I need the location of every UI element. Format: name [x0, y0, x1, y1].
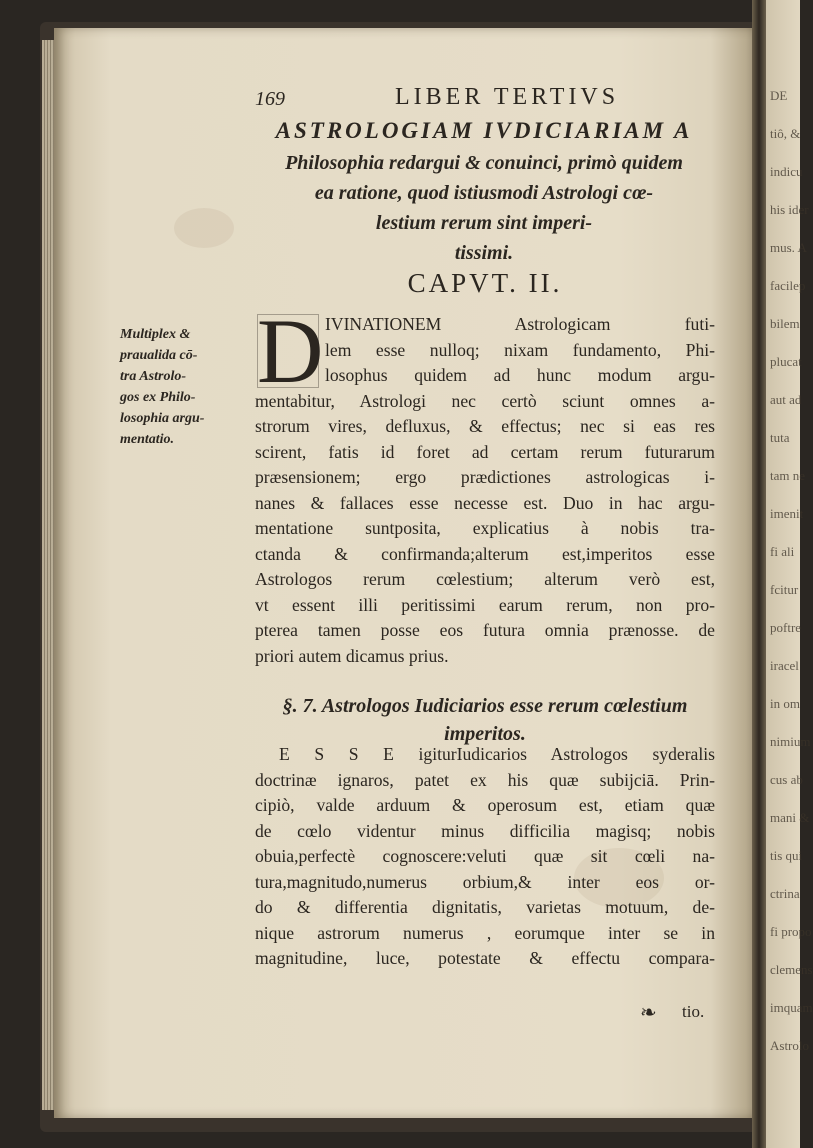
facing-page-fragment: tam ne: [770, 468, 806, 483]
text-line: lem esse nulloq; nixam fundamento, Phi-: [325, 339, 715, 360]
facing-page-fragment: imquam: [770, 1000, 813, 1015]
paragraph-1: [255, 300, 715, 669]
margin-note-line: mentatio.: [120, 432, 175, 447]
text-line: de cœlo videntur minus difficilia magisq; nobis: [255, 820, 715, 841]
text-line: ctanda & confirmanda;alterum est,imperitos esse: [255, 543, 715, 564]
page-number: 169: [255, 88, 285, 110]
text-line: obuia,perfectè cognoscere:veluti quæ sit cœli na-: [255, 846, 715, 866]
facing-page-fragment: DE: [770, 88, 788, 103]
text-line: præsensionem; ergo prædictiones astrologicas i-: [255, 467, 715, 487]
margin-note-line: tra Astrolo-: [120, 369, 186, 384]
facing-page-fragment: clemens: [770, 962, 813, 977]
facing-page-fragment: ctrina: [770, 886, 800, 901]
section-heading: [255, 692, 715, 748]
paragraph-2: [255, 742, 715, 972]
ornament-icon: ❧: [640, 1002, 657, 1024]
facing-page-fragment: indicu: [770, 164, 803, 179]
facing-page-fragment: nimium: [770, 734, 811, 749]
text-line: strorum vires, defluxus, & effectus; nec si eas res: [255, 416, 715, 436]
text-line: losophus quidem ad hunc modum argu-: [325, 365, 715, 385]
facing-page-fragment: bilem: [770, 316, 800, 331]
text-line: cipiò, valde arduum & operosum est, etiam quæ: [255, 795, 715, 815]
facing-page-fragment: aut ad: [770, 392, 802, 407]
text-line: pterea tamen posse eos futura omnia prænosse. de: [255, 620, 715, 640]
facing-page-fragment: imenit: [770, 506, 804, 521]
facing-page-fragment: his ider: [770, 202, 809, 217]
chapter-title-line: tissimi.: [454, 242, 514, 264]
facing-page-fragment: fi propo: [770, 924, 812, 939]
facing-page-fragment: Astrolo: [770, 1038, 809, 1053]
facing-page-fragment: iracel: [770, 658, 799, 673]
facing-page-fragment: in om: [770, 696, 800, 711]
facing-page-fragment: mani &: [770, 810, 810, 825]
facing-page-fragment: plucat: [770, 354, 802, 369]
text-line: do & differentia dignitatis, varietas motuum, de-: [255, 897, 715, 917]
chapter-heading: CAPVT. II.: [407, 268, 563, 298]
facing-page-fragment: tiô, &: [770, 126, 801, 141]
text-line: mentabitur, Astrologi nec certò sciunt omnes a-: [255, 390, 715, 411]
margin-note-line: Multiplex &: [120, 327, 191, 342]
catchword: tio.: [682, 1002, 705, 1021]
chapter-title-line: ea ratione, quod istiusmodi Astrologi cœ-: [314, 182, 654, 204]
facing-page-fragment: facilep: [770, 278, 806, 293]
text-line: vt essent illi peritissimi earum rerum, non pro-: [255, 594, 715, 615]
section-heading-line: imperitos.: [444, 723, 526, 745]
text-line: priori autem dicamus prius.: [255, 645, 449, 666]
dropcap-letter: D: [257, 300, 324, 402]
facing-page-fragment: tis qui: [770, 848, 803, 863]
chapter-title-line: lestium rerum sint imperi-: [375, 212, 593, 234]
facing-page-fragment: tuta: [770, 430, 790, 445]
page-header: [255, 84, 685, 116]
facing-page-fragment: mus. A: [770, 240, 807, 255]
facing-page: [766, 0, 813, 1148]
chapter-title-line: Philosophia redargui & conuinci, primò quidem: [285, 152, 683, 174]
chapter-title-line: ASTROLOGIAM IVDICIARIAM A: [275, 118, 693, 143]
facing-page-fragment: fcitur: [770, 582, 799, 597]
facing-page-fragment: poftre: [770, 620, 802, 635]
text-line: tura,magnitudo,numerus orbium,& inter eos or-: [255, 871, 715, 892]
text-line: IVINATIONEM Astrologicam futi-: [325, 314, 715, 334]
text-line: E S S E igiturIudicarios Astrologos syderalis: [279, 744, 715, 764]
text-line: nique astrorum numerus , eorumque inter se in: [255, 922, 715, 943]
text-line: scirent, fatis id foret ad certam rerum futurarum: [255, 441, 715, 462]
text-line: magnitudine, luce, potestate & effectu compara-: [255, 948, 715, 968]
margin-note: [120, 324, 260, 450]
chapter-title: [254, 148, 714, 268]
book-gutter: [752, 0, 766, 1148]
section-heading-line: §. 7. Astrologos Iudiciarios esse rerum cœlestium: [282, 695, 688, 717]
running-head: LIBER TERTIVS: [395, 84, 620, 110]
text-line: nanes & fallaces esse necesse est. Duo in hac argu-: [255, 492, 715, 513]
margin-note-line: gos ex Philo-: [120, 390, 196, 405]
text-line: doctrinæ ignaros, patet ex his quæ subijciā. Prin-: [255, 769, 715, 790]
text-line: mentatione suntposita, explicatius à nobis tra-: [255, 518, 715, 538]
facing-page-fragment: fi ali: [770, 544, 795, 559]
paper-stain: [174, 208, 234, 248]
text-line: Astrologos rerum cœlestium; alterum verò est,: [255, 569, 715, 589]
margin-note-line: praualida cō-: [120, 348, 198, 363]
facing-page-fragment: cus ab: [770, 772, 803, 787]
margin-note-line: losophia argu-: [120, 411, 205, 426]
